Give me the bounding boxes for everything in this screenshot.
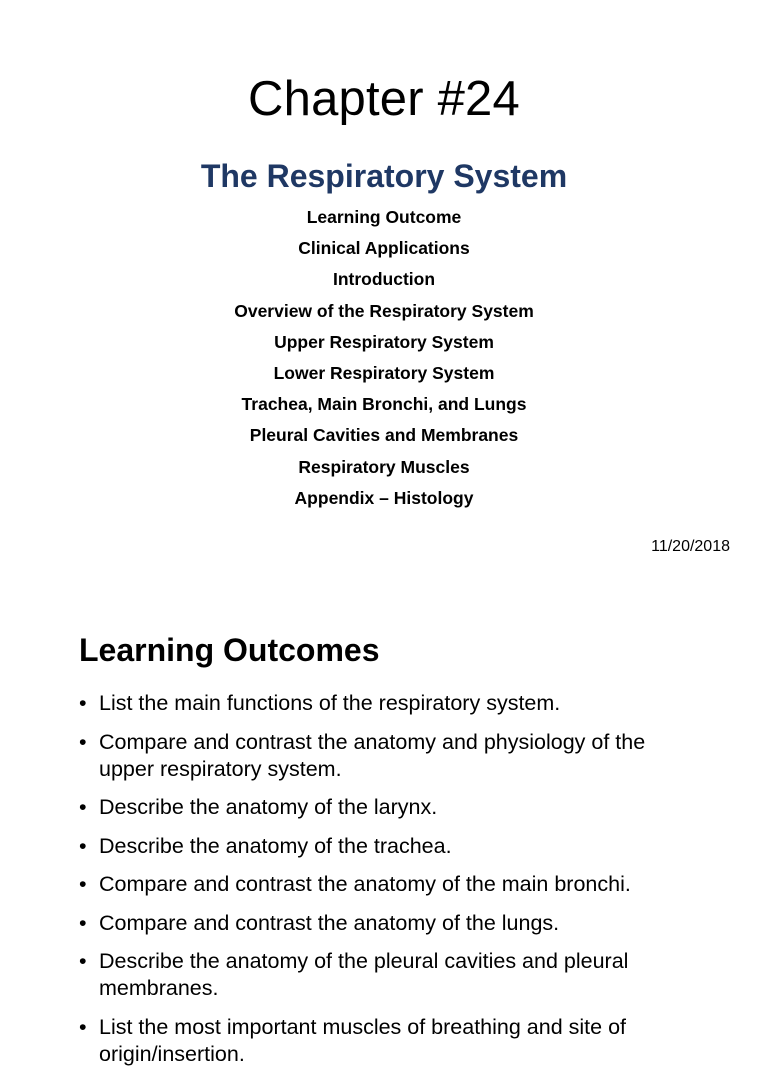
bullet-icon: • (79, 949, 87, 973)
bullet-icon: • (79, 729, 87, 754)
list-item-text: Compare and contrast the anatomy of the lungs. (99, 910, 560, 935)
toc-item-respiratory-muscles: Respiratory Muscles (298, 456, 470, 477)
toc-item-pleural-cavities: Pleural Cavities and Membranes (249, 425, 519, 446)
list-item (79, 690, 699, 717)
list-item-text: Compare and contrast the anatomy of the main bronchi. (99, 872, 631, 896)
list-item (79, 794, 699, 821)
toc-item-clinical-applications: Clinical Applications (298, 238, 470, 259)
bullet-icon: • (79, 691, 87, 715)
learning-outcomes-list (79, 690, 699, 1079)
list-item (79, 1014, 699, 1068)
chapter-title: Chapter #24 (248, 72, 520, 126)
learning-outcomes-slide (0, 590, 768, 1066)
list-item-text: List the most important muscles of breathing and site of origin/insertion. (99, 1014, 627, 1066)
list-item-text: Describe the anatomy of the larynx. (99, 795, 438, 819)
section-title: Learning Outcomes (79, 632, 380, 668)
toc-item-learning-outcome: Learning Outcome (306, 207, 462, 227)
list-item (79, 833, 699, 860)
list-item-text: Describe the anatomy of the pleural cavities and pleural membranes. (99, 949, 629, 1000)
slide-date: 11/20/2018 (651, 538, 730, 555)
table-of-contents (0, 202, 768, 514)
list-item-text: Describe the anatomy of the trachea. (99, 833, 452, 858)
toc-item-lower-respiratory: Lower Respiratory System (273, 362, 495, 383)
bullet-icon: • (79, 833, 87, 858)
toc-item-trachea-bronchi-lungs: Trachea, Main Bronchi, and Lungs (241, 394, 527, 415)
list-item-text: Compare and contrast the anatomy and physiology of the upper respiratory system. (99, 729, 646, 781)
toc-item-overview: Overview of the Respiratory System (234, 300, 534, 321)
list-item (79, 948, 699, 1002)
list-item-text: List the main functions of the respiratory system. (99, 691, 561, 715)
toc-item-appendix-histology: Appendix – Histology (294, 487, 474, 508)
toc-item-introduction: Introduction (332, 269, 436, 290)
bullet-icon: • (79, 795, 87, 819)
list-item (79, 729, 699, 783)
bullet-icon: • (79, 910, 87, 935)
chapter-subtitle: The Respiratory System (200, 158, 568, 194)
list-item (79, 871, 699, 898)
list-item (79, 910, 699, 937)
bullet-icon: • (79, 872, 87, 896)
bullet-icon: • (79, 1014, 87, 1039)
toc-item-upper-respiratory: Upper Respiratory System (274, 331, 494, 352)
